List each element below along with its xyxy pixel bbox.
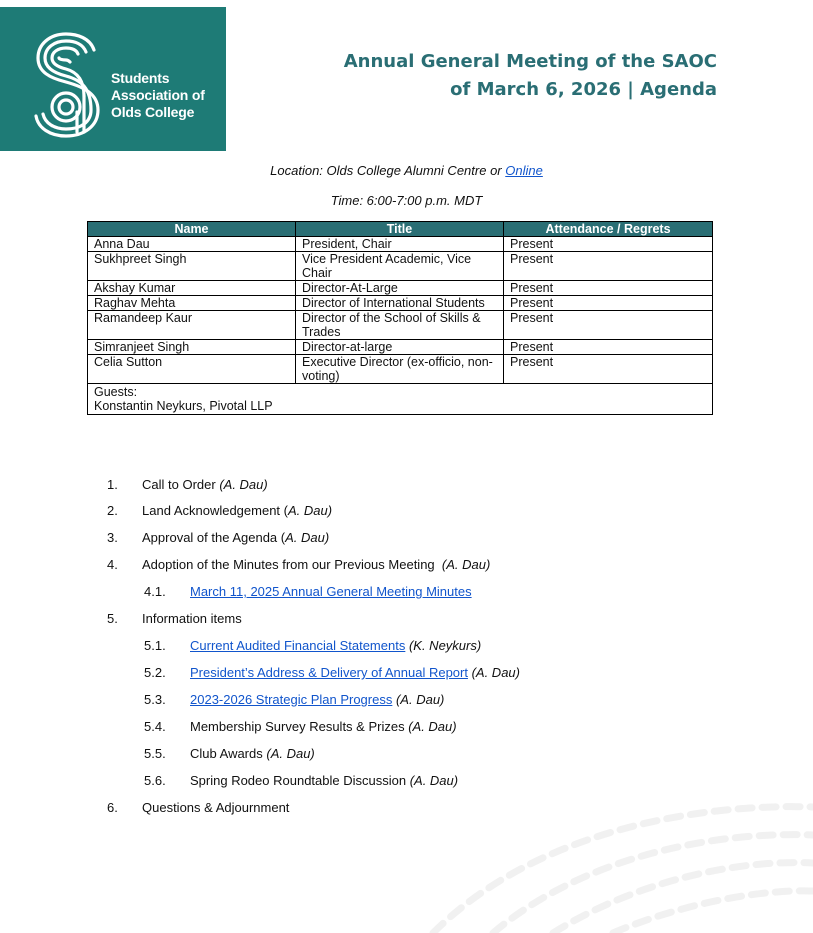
member-status: Present	[504, 355, 713, 384]
agenda-number: 5.3.	[144, 692, 166, 707]
agenda-item-text: Spring Rodeo Roundtable Discussion	[190, 773, 410, 788]
member-name: Sukhpreet Singh	[88, 252, 296, 281]
agenda-item-text: Questions & Adjournment	[142, 800, 290, 815]
agenda-item-text: Approval of the Agenda (	[142, 530, 286, 545]
agenda-item-presenter: (A. Dau)	[266, 746, 315, 761]
member-status: Present	[504, 281, 713, 296]
title-line-2: of March 6, 2026 | Agenda	[450, 79, 717, 100]
member-status: Present	[504, 311, 713, 340]
title-line-1: Annual General Meeting of the SAOC	[343, 51, 717, 72]
agenda-item	[190, 692, 444, 707]
member-status: Present	[504, 340, 713, 355]
member-name: Simranjeet Singh	[88, 340, 296, 355]
agenda-item-text: Information items	[142, 611, 242, 626]
agenda-number: 5.2.	[144, 665, 166, 680]
agenda-item	[142, 611, 242, 626]
member-status: Present	[504, 296, 713, 311]
agenda-item-presenter: A. Dau)	[287, 503, 333, 518]
member-name: Celia Sutton	[88, 355, 296, 384]
agenda-item	[190, 665, 520, 680]
guests-row	[88, 384, 713, 415]
agenda-item	[142, 503, 332, 518]
agenda-item-presenter: (A. Dau)	[441, 557, 491, 572]
annual-report-link[interactable]: President’s Address & Delivery of Annual Report	[190, 665, 468, 680]
agenda-item-presenter: A. Dau)	[285, 530, 330, 545]
header-name: Name	[88, 222, 296, 237]
agenda-item	[190, 638, 481, 653]
agenda-item	[190, 746, 315, 761]
logo-wordmark	[111, 70, 205, 121]
document-title	[344, 48, 717, 104]
table-row	[88, 296, 713, 311]
header-attendance: Attendance / Regrets	[504, 222, 713, 237]
agenda-item	[142, 557, 490, 572]
member-name: Ramandeep Kaur	[88, 311, 296, 340]
table-row	[88, 355, 713, 384]
attendance-table	[87, 221, 713, 415]
saoc-logo	[0, 7, 226, 151]
agenda-number: 5.4.	[144, 719, 166, 734]
agenda-item	[142, 800, 289, 815]
member-title: Director-At-Large	[296, 281, 504, 296]
agenda-number: 5.6.	[144, 773, 166, 788]
member-title: Vice President Academic, Vice Chair	[296, 252, 504, 281]
strategic-plan-link[interactable]: 2023-2026 Strategic Plan Progress	[190, 692, 393, 707]
meeting-location	[0, 163, 813, 178]
agenda-item-presenter: (A. Dau)	[408, 719, 457, 734]
online-link[interactable]: Online	[505, 163, 543, 178]
agenda-number: 5.1.	[144, 638, 166, 653]
agenda-number: 1.	[107, 477, 118, 492]
member-title: Director of the School of Skills & Trades	[296, 311, 504, 340]
agenda-number: 2.	[107, 503, 118, 518]
saoc-logo-icon	[32, 32, 104, 138]
header-title: Title	[296, 222, 504, 237]
agenda-item-text: Land Acknowledgement (	[142, 503, 288, 518]
agenda-item-presenter: (K. Neykurs)	[405, 638, 482, 653]
meeting-time: Time: 6:00-7:00 p.m. MDT	[330, 193, 483, 208]
watermark-pattern	[413, 793, 813, 933]
table-row	[88, 311, 713, 340]
agenda-item-presenter: (A. Dau)	[409, 773, 459, 788]
agenda-item-text: Call to Order	[142, 477, 220, 492]
table-row	[88, 252, 713, 281]
member-status: Present	[504, 237, 713, 252]
logo-line-3: Olds College	[111, 104, 195, 120]
agenda-number: 6.	[107, 800, 118, 815]
table-row	[88, 340, 713, 355]
previous-minutes-link[interactable]: March 11, 2025 Annual General Meeting Minutes	[190, 584, 472, 599]
member-title: Director-at-large	[296, 340, 504, 355]
guests-cell	[88, 384, 713, 415]
guests-list: Konstantin Neykurs, Pivotal LLP	[94, 399, 273, 413]
member-name: Akshay Kumar	[88, 281, 296, 296]
agenda-item-presenter: (A. Dau)	[219, 477, 268, 492]
financial-statements-link[interactable]: Current Audited Financial Statements	[190, 638, 406, 653]
agenda-item	[190, 719, 457, 734]
agenda-item-text: Club Awards	[190, 746, 267, 761]
agenda-item	[142, 477, 268, 492]
agenda-item-text: Adoption of the Minutes from our Previous Meeting	[142, 557, 442, 572]
logo-line-2: Association of	[111, 87, 205, 103]
agenda-item	[190, 773, 458, 788]
member-name: Anna Dau	[88, 237, 296, 252]
member-status: Present	[504, 252, 713, 281]
member-title: President, Chair	[296, 237, 504, 252]
agenda-item	[190, 584, 472, 599]
agenda-item-presenter: (A. Dau)	[392, 692, 445, 707]
table-row	[88, 281, 713, 296]
member-title: Executive Director (ex-officio, non-voting)	[296, 355, 504, 384]
member-title: Director of International Students	[296, 296, 504, 311]
agenda-number: 5.5.	[144, 746, 166, 761]
agenda-number: 4.1.	[144, 584, 166, 599]
agenda-number: 5.	[107, 611, 118, 626]
location-text: Location: Olds College Alumni Centre or	[270, 163, 506, 178]
logo-line-1: Students	[111, 70, 170, 86]
member-name: Raghav Mehta	[88, 296, 296, 311]
agenda-number: 4.	[107, 557, 118, 572]
agenda-item-presenter: (A. Dau)	[467, 665, 520, 680]
agenda-number: 3.	[107, 530, 118, 545]
table-header-row	[88, 222, 713, 237]
agenda-item	[142, 530, 329, 545]
guests-label: Guests:	[94, 385, 138, 399]
agenda-item-text: Membership Survey Results & Prizes	[190, 719, 409, 734]
table-row	[88, 237, 713, 252]
